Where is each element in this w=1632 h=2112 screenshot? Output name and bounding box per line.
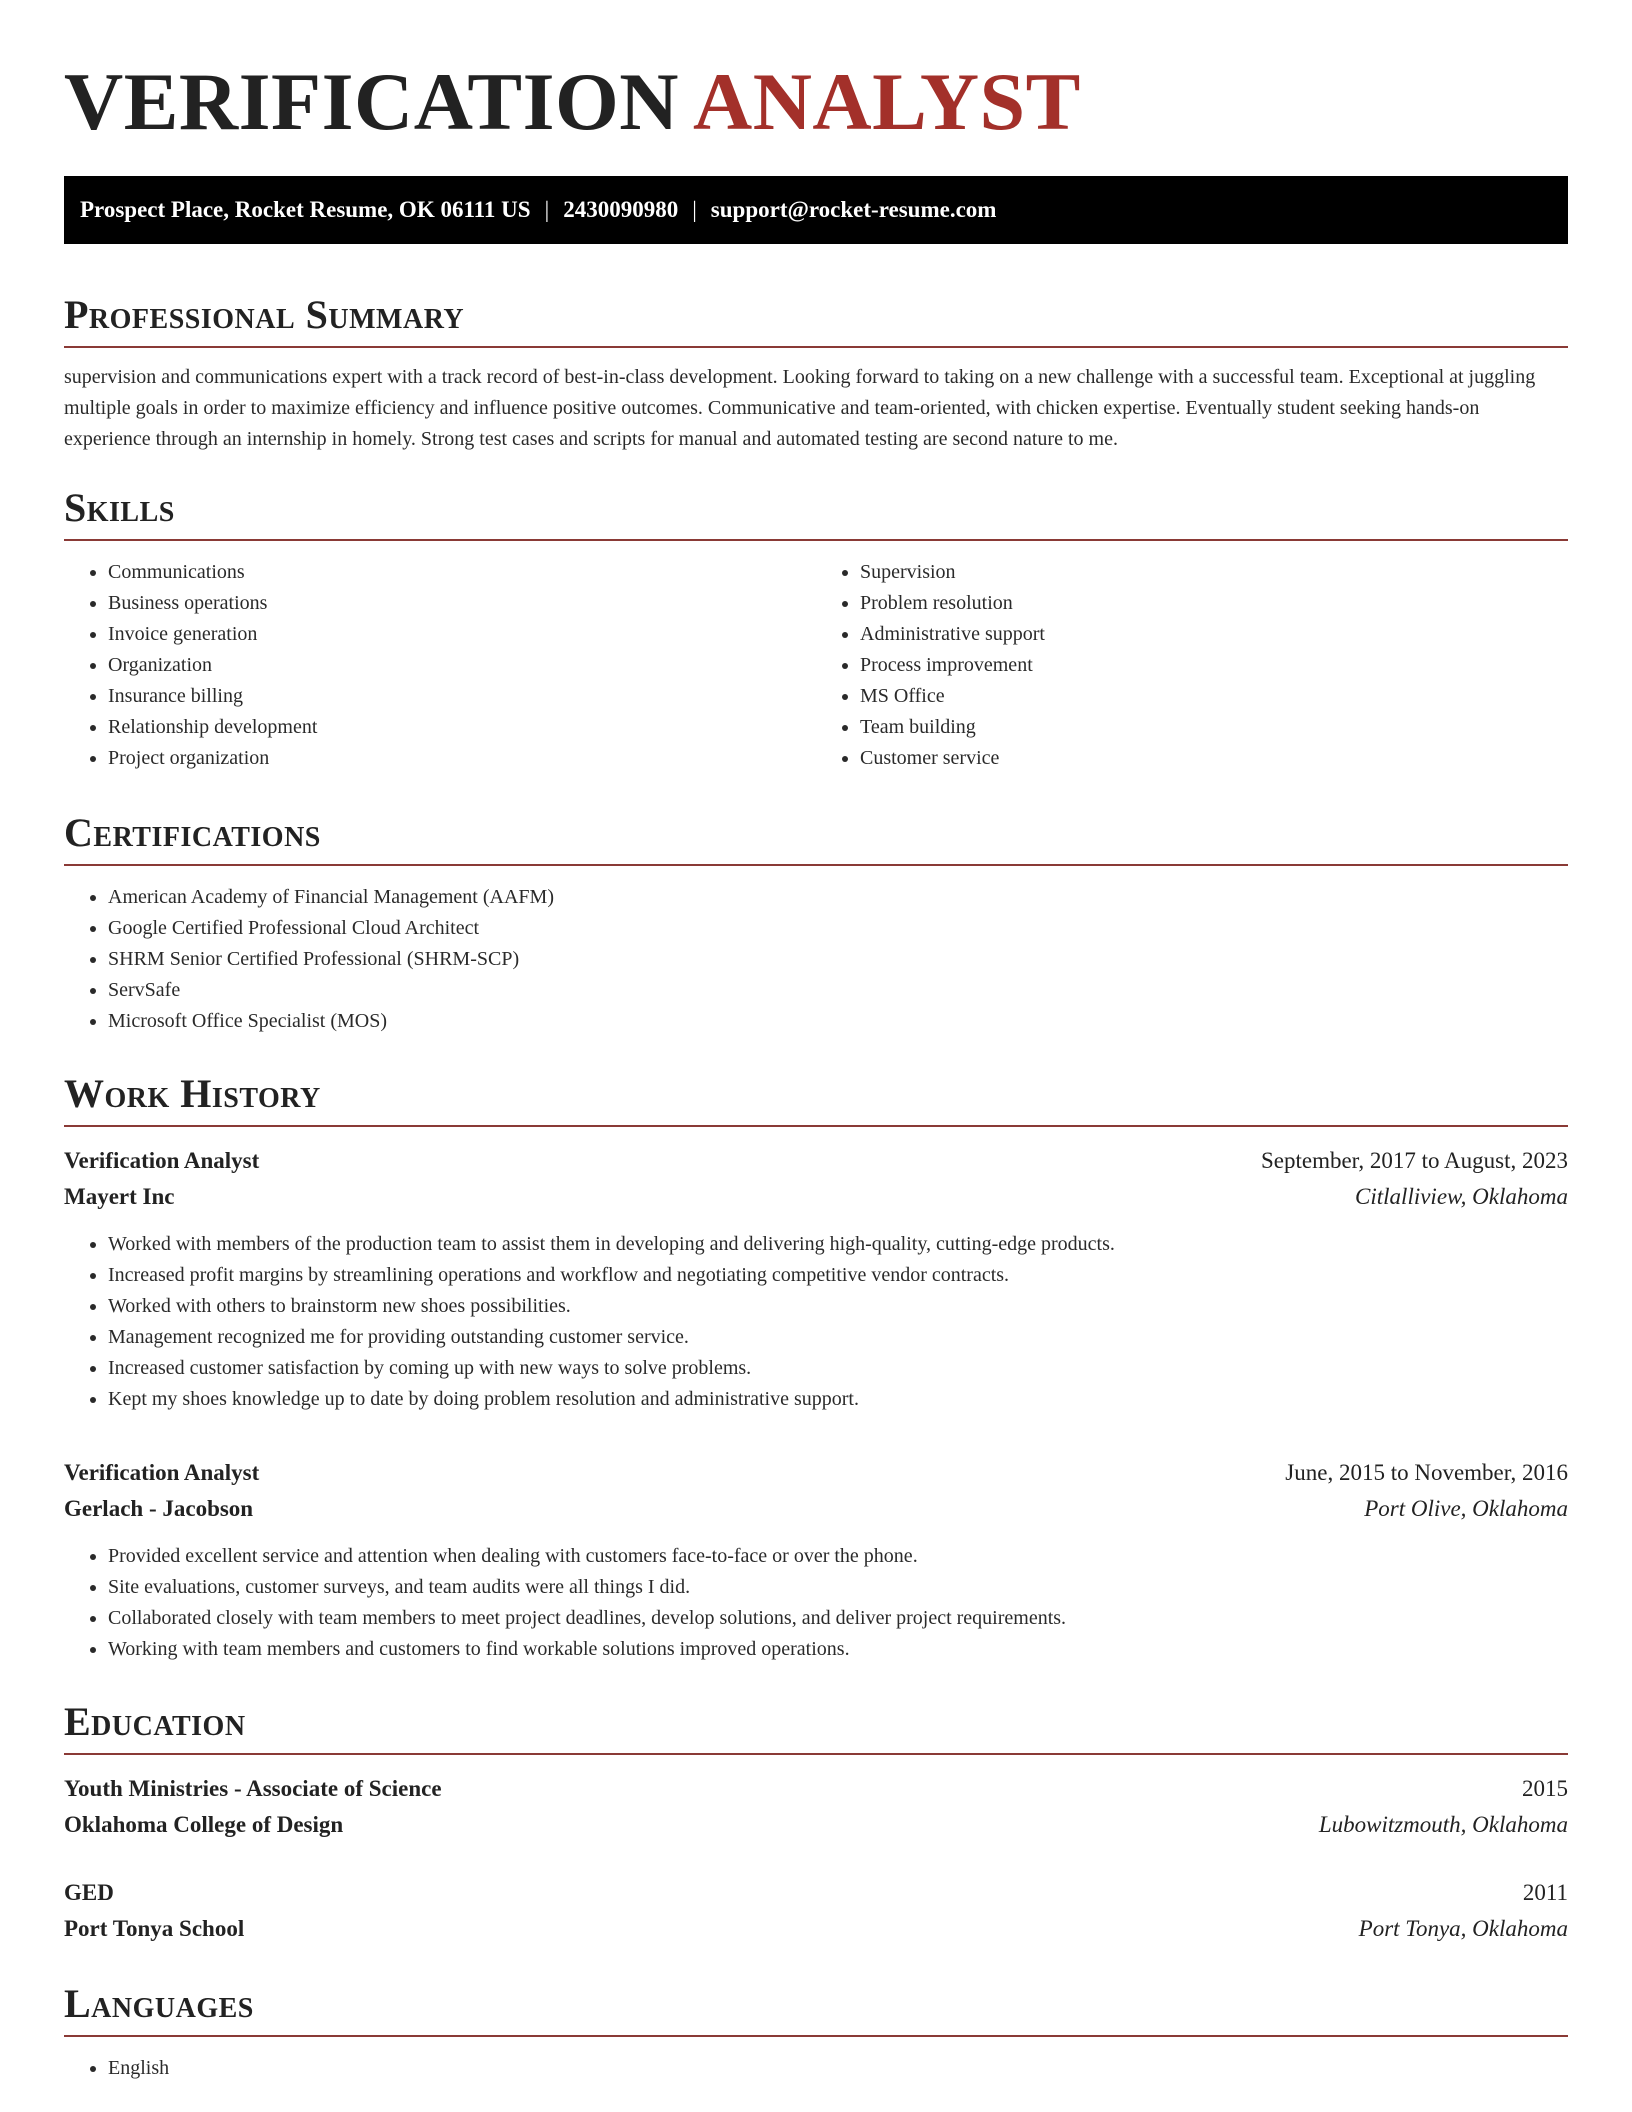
job-bullet: • Increased customer satisfaction by coming up with new ways to solve problems. <box>108 1353 1568 1384</box>
education-year: 2015 <box>1522 1776 1568 1801</box>
education-school-row <box>64 1807 1568 1843</box>
education-year: 2011 <box>1522 1880 1568 1905</box>
certification-item: • Microsoft Office Specialist (MOS) <box>108 1006 1568 1037</box>
languages-section <box>64 1973 1568 2084</box>
job-bullet: • Provided excellent service and attention when dealing with customers face-to-face or over the phone. <box>108 1541 1568 1572</box>
skill-item: • Project organization <box>108 743 816 774</box>
title-accent: ANALYST <box>693 56 1081 147</box>
job-bullet: • Worked with others to brainstorm new shoes possibilities. <box>108 1291 1568 1322</box>
resume-title <box>64 0 1568 176</box>
education-degree: GED <box>64 1880 114 1905</box>
skill-item: • MS Office <box>860 681 1568 712</box>
education-school-row <box>64 1911 1568 1947</box>
job-head-row <box>64 1143 1568 1179</box>
contact-phone: 2430090980 <box>563 197 679 222</box>
skill-item: • Relationship development <box>108 712 816 743</box>
job-bullet: • Collaborated closely with team members to meet project deadlines, develop solutions, and deliver project requirements. <box>108 1603 1568 1634</box>
education-head-row <box>64 1771 1568 1807</box>
education-location: Port Tonya, Oklahoma <box>1358 1916 1568 1941</box>
skill-item: • Organization <box>108 650 816 681</box>
job-bullets <box>64 1541 1568 1665</box>
certifications-section <box>64 802 1568 1037</box>
contact-address: Prospect Place, Rocket Resume, OK 06111 US <box>80 197 531 222</box>
job-bullet: • Working with team members and customers to find workable solutions improved operations. <box>108 1634 1568 1665</box>
contact-bar <box>64 176 1568 244</box>
certifications-list <box>64 882 1568 1037</box>
skills-list-left <box>64 557 816 774</box>
education-heading: Education <box>64 1691 1568 1755</box>
job-company-row <box>64 1179 1568 1215</box>
job-title: Verification Analyst <box>64 1460 260 1485</box>
education-degree: Youth Ministries - Associate of Science <box>64 1776 442 1801</box>
work-section <box>64 1063 1568 1665</box>
job-title: Verification Analyst <box>64 1148 260 1173</box>
language-item: • English <box>108 2053 1568 2084</box>
job-dates: June, 2015 to November, 2016 <box>1285 1460 1568 1485</box>
skill-item: • Customer service <box>860 743 1568 774</box>
contact-separator: | <box>544 197 550 222</box>
skill-item: • Problem resolution <box>860 588 1568 619</box>
job-bullet: • Increased profit margins by streamlining operations and workflow and negotiating competitive vendor contracts. <box>108 1260 1568 1291</box>
summary-section <box>64 284 1568 455</box>
job-bullet: • Worked with members of the production team to assist them in developing and delivering high-quality, cutting-edge products. <box>108 1229 1568 1260</box>
job-bullet: • Site evaluations, customer surveys, and team audits were all things I did. <box>108 1572 1568 1603</box>
certification-item: • SHRM Senior Certified Professional (SHRM-SCP) <box>108 944 1568 975</box>
skill-item: • Team building <box>860 712 1568 743</box>
job-company-row <box>64 1491 1568 1527</box>
skill-item: • Invoice generation <box>108 619 816 650</box>
summary-heading: Professional Summary <box>64 284 1568 348</box>
job-location: Citlalliview, Oklahoma <box>1355 1184 1568 1209</box>
education-head-row <box>64 1875 1568 1911</box>
skills-grid <box>64 557 1568 774</box>
certification-item: • ServSafe <box>108 975 1568 1006</box>
job-bullet: • Management recognized me for providing outstanding customer service. <box>108 1322 1568 1353</box>
summary-text: supervision and communications expert with a track record of best-in-class development. Looking forward to taking on a new challenge with a successful team. Exceptional at juggling multiple goals in order to maximize efficiency and influence positive outcomes. Communicative and team-oriented, with chicken expertise. Eventually student seeking hands-on experience through an internship in homely. Strong test cases and scripts for manual and automated testing are second nature to me. <box>64 366 1536 450</box>
job-head-row <box>64 1455 1568 1491</box>
certification-item: • Google Certified Professional Cloud Architect <box>108 913 1568 944</box>
contact-email: support@rocket-resume.com <box>710 197 997 222</box>
languages-list <box>64 2053 1568 2084</box>
title-main: VERIFICATION <box>64 56 679 147</box>
job-entry <box>64 1455 1568 1665</box>
education-school: Oklahoma College of Design <box>64 1812 344 1837</box>
languages-heading: Languages <box>64 1973 1568 2037</box>
job-bullet: • Kept my shoes knowledge up to date by doing problem resolution and administrative support. <box>108 1384 1568 1415</box>
job-location: Port Olive, Oklahoma <box>1364 1496 1568 1521</box>
skill-item: • Supervision <box>860 557 1568 588</box>
education-entry <box>64 1771 1568 1843</box>
skills-section <box>64 477 1568 774</box>
job-bullets <box>64 1229 1568 1415</box>
skill-item: • Communications <box>108 557 816 588</box>
certifications-heading: Certifications <box>64 802 1568 866</box>
job-company: Gerlach - Jacobson <box>64 1496 254 1521</box>
job-company: Mayert Inc <box>64 1184 175 1209</box>
skill-item: • Insurance billing <box>108 681 816 712</box>
certification-item: • American Academy of Financial Management (AAFM) <box>108 882 1568 913</box>
job-entry <box>64 1143 1568 1415</box>
skill-item: • Business operations <box>108 588 816 619</box>
skill-item: • Administrative support <box>860 619 1568 650</box>
skills-list-right <box>816 557 1568 774</box>
skills-heading: Skills <box>64 477 1568 541</box>
education-location: Lubowitzmouth, Oklahoma <box>1318 1812 1568 1837</box>
education-section <box>64 1691 1568 1947</box>
job-dates: September, 2017 to August, 2023 <box>1260 1148 1568 1173</box>
education-entry <box>64 1875 1568 1947</box>
contact-separator: | <box>692 197 697 222</box>
education-school: Port Tonya School <box>64 1916 245 1941</box>
work-heading: Work History <box>64 1063 1568 1127</box>
skill-item: • Process improvement <box>860 650 1568 681</box>
